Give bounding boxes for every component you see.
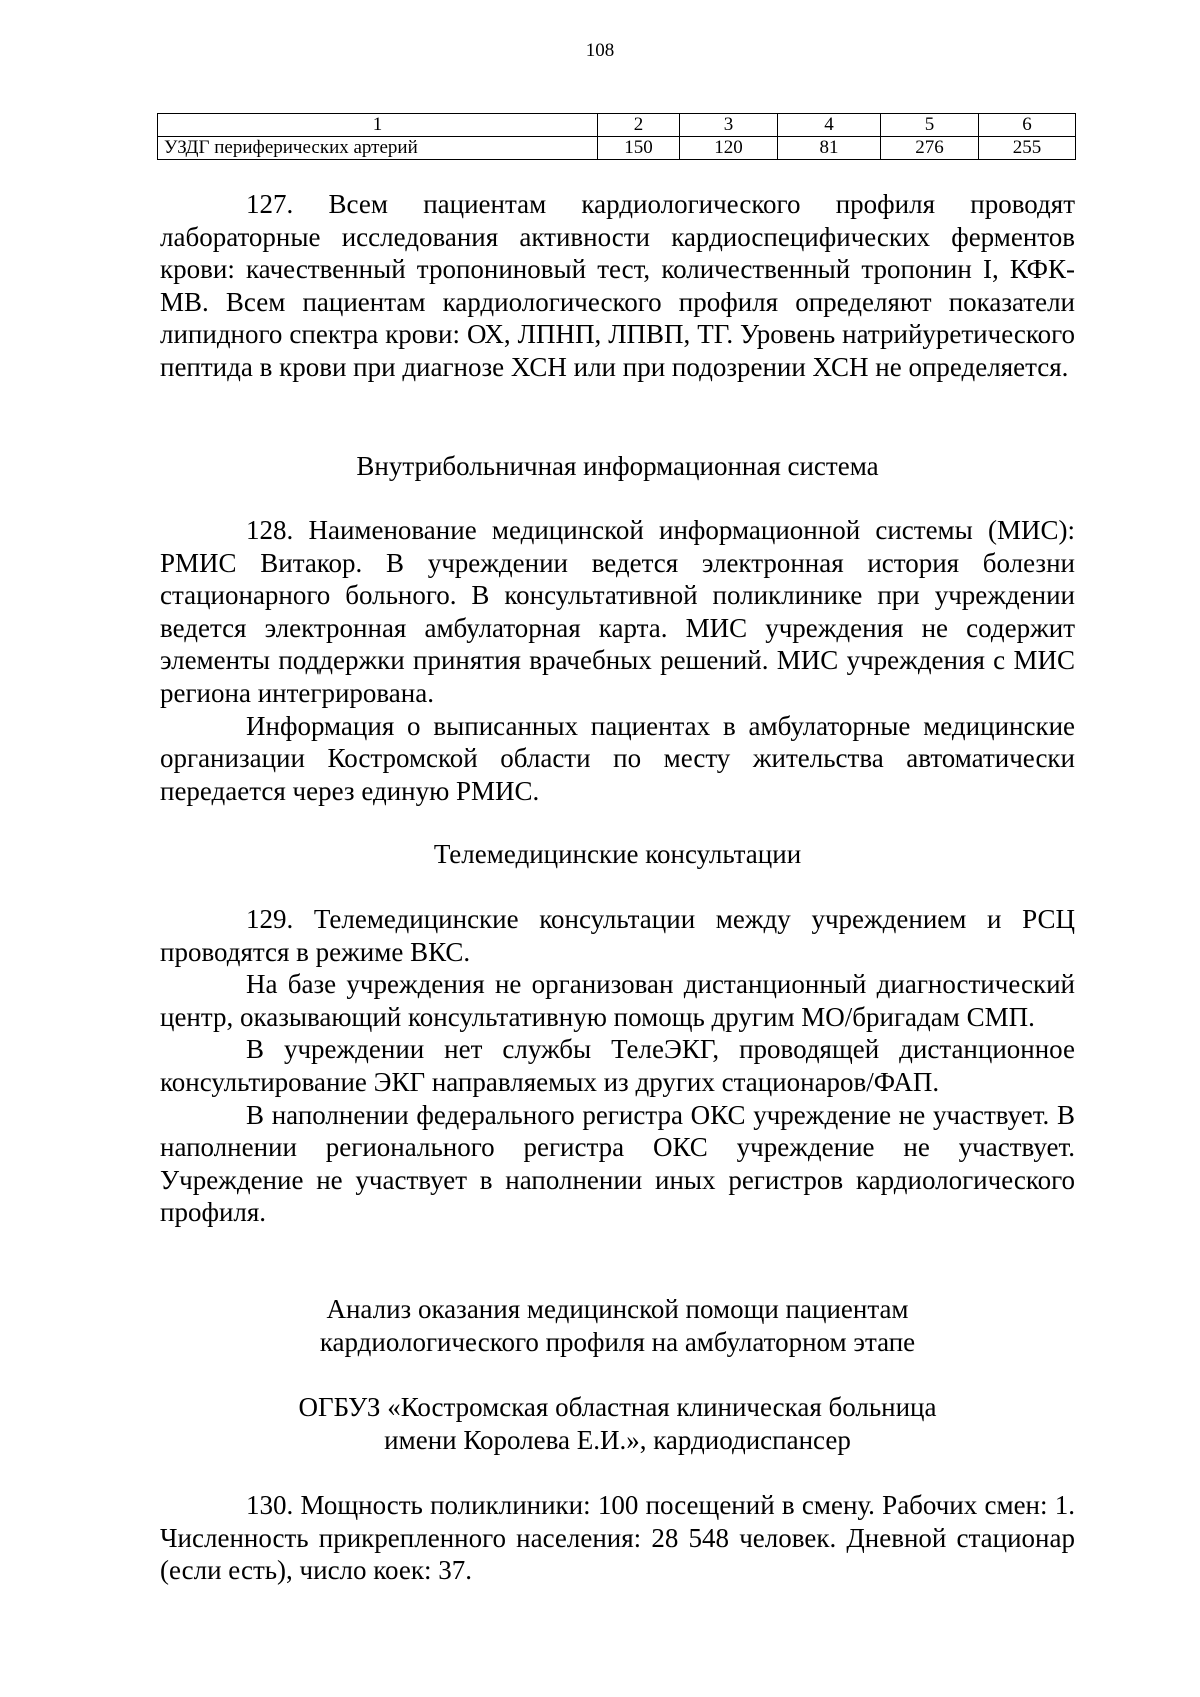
paragraph-129: 129. Телемедицинские консультации между учреждением и РСЦ проводятся в режиме ВКС. [160,904,1075,967]
paragraph-127: 127. Всем пациентам кардиологического профиля проводят лабораторные исследования активности кардиоспецифических ферментов крови: качественный тропониновый тест, количественный тропонин I, КФК-МВ. Всем пациентам кардиологического профиля определяют показатели липидного спектра крови: ОХ, ЛПНП, ЛПВП, ТГ. Уровень натрийуретического пептида в крови при диагнозе ХСН или при подозрении ХСН не определяется. [160,189,1075,382]
table-header-cell: 3 [680,114,778,137]
table-header-cell: 1 [158,114,598,137]
section-heading-telemedicine: Телемедицинские консультации [433,839,802,869]
table-cell: 150 [598,137,680,160]
table-header-cell: 5 [881,114,979,137]
heading-org-block [160,1391,1075,1456]
paragraph-130-block [160,1489,1075,1587]
paragraph-129-registry: В наполнении федерального регистра ОКС учреждение не участвует. В наполнении регионального регистра ОКС учреждение не участвует. Учреждение не участвует в наполнении иных регистров кардиологического профиля. [160,1099,1075,1228]
table-cell: 81 [778,137,881,160]
table-header-row [158,114,1076,137]
organization-heading-line2: имени Королева Е.И.», кардиодиспансер [384,1424,851,1455]
table-cell: УЗДГ периферических артерий [158,137,598,160]
organization-heading-line1: ОГБУЗ «Костромская областная клиническая больница [298,1392,937,1422]
paragraph-129-center: На базе учреждения не организован дистанционный диагностический центр, оказывающий консультативную помощь другим МО/бригадам СМП. [160,969,1075,1032]
table-cell: 255 [979,137,1076,160]
paragraph-128-block [160,514,1075,807]
table-row [158,137,1076,160]
heading-tele-block [160,838,1075,871]
paragraph-128: 128. Наименование медицинской информационной системы (МИС): РМИС Витакор. В учреждении ведется электронная история болезни стационарного больного. В консультативной поликлинике при учреждении ведется электронная амбулаторная карта. МИС учреждения не содержит элементы поддержки принятия врачебных решений. МИС учреждения с МИС региона интегрирована. [160,515,1075,708]
heading-analysis-block [160,1293,1075,1358]
section-heading-analysis-line2: кардиологического профиля на амбулаторном этапе [319,1326,916,1357]
table-header-cell: 6 [979,114,1076,137]
section-heading-mis: Внутрибольничная информационная система [356,451,879,481]
table-cell: 120 [680,137,778,160]
paragraph-128-continued: Информация о выписанных пациентах в амбулаторные медицинские организации Костромской области по месту жительства автоматически передается через единую РМИС. [160,710,1075,806]
section-heading-analysis-line1: Анализ оказания медицинской помощи пациентам [326,1294,909,1324]
table-header-cell: 2 [598,114,680,137]
table-header-cell: 4 [778,114,881,137]
table-cell: 276 [881,137,979,160]
paragraph-130: 130. Мощность поликлиники: 100 посещений в смену. Рабочих смен: 1. Численность прикрепленного населения: 28 548 человек. Дневной стационар (если есть), число коек: 37. [160,1490,1075,1586]
heading-mis-block [160,450,1075,483]
data-table [157,113,1076,160]
paragraph-127-block [160,188,1075,384]
paragraph-129-teleecg: В учреждении нет службы ТелеЭКГ, проводящей дистанционное консультирование ЭКГ направляемых из других стационаров/ФАП. [160,1034,1075,1097]
paragraph-129-block [160,903,1075,1229]
page-number: 108 [585,40,615,61]
